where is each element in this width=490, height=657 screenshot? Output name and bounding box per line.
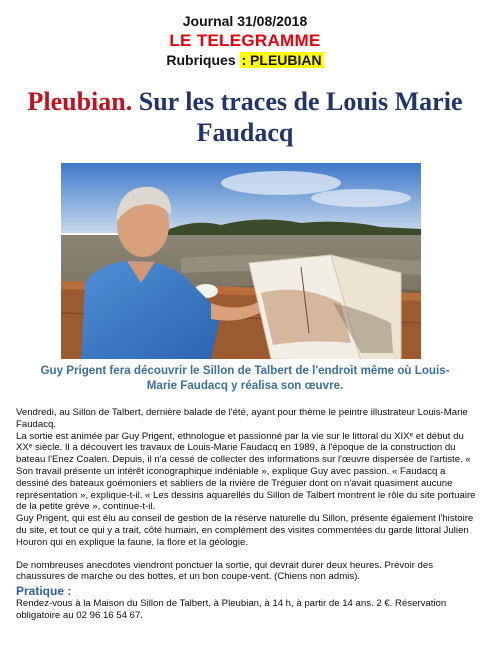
paragraph-spacer [16, 549, 478, 560]
article-paragraph: La sortie est animée par Guy Prigent, ethnologue et passionné par la vie sur le littoral du XIXᵉ et début du XXᵉ siècle. Il a découvert les travaux de Louis-Marie Faudacq en 1989, à l'époque de la construction du bateau l'Enez Coalen. Depuis, il n'a cessé de collecter des informations sur l'œuvre dispersée de l'artiste. « Son travail présente un intérêt iconographique indéniable », explique Guy avec passion. « Faudacq a dessiné des bateaux goémoniers et sabliers de la rivière de Tréguier dont on n'avait quasiment aucune représentation », explique-t-il. « Les dessins aquarellés du Sillon de Talbert montrent le rôle du site portuaire de la petite grève », continue-t-il. [16, 430, 476, 513]
article-paragraph: Guy Prigent, qui est élu au conseil de gestion de la réserve naturelle du Sillon, présente également l'histoire du site, et tout ce qui y a trait, côté humain, en complément des visites commentées du garde littoral Julien Houron qui en explique la faune, la flore et la géologie. [16, 513, 474, 548]
newspaper-name: LE TELEGRAMME [169, 31, 321, 50]
journal-date: Journal 31/08/2018 [182, 13, 308, 29]
article-title-text: Sur les traces de Louis Marie Faudacq [132, 87, 463, 147]
article-photo [61, 163, 421, 359]
article-paragraph: De nombreuses anecdotes viendront ponctuer la sortie, qui devrait durer deux heures. Prévoir des chaussures de marche ou des bottes, et un bon coupe-vent. (Chiens non admis). [16, 559, 434, 583]
rubriques-value: : PLEUBIAN [241, 52, 322, 68]
rubriques-label: Rubriques [166, 52, 236, 68]
article-paragraph: Vendredi, au Sillon de Talbert, dernière balade de l'été, ayant pour thème le peintre illustrateur Louis-Marie Faudacq. [16, 407, 468, 430]
photo-caption: Guy Prigent fera découvrir le Sillon de Talbert de l'endroit même où Louis-Marie Faudacq y réalisa son œuvre. [40, 364, 450, 392]
pratique-heading: Pratique : [16, 584, 72, 599]
rubriques-line [0, 52, 490, 68]
pratique-text: Rendez-vous à la Maison du Sillon de Talbert, à Pleubian, à 14 h, à partir de 14 ans. 2 €. Réservation obligatoire au 02 96 16 54 67. [16, 598, 447, 621]
article-title-place: Pleubian. [27, 87, 133, 116]
article-title [20, 86, 470, 148]
article-body [16, 407, 478, 622]
